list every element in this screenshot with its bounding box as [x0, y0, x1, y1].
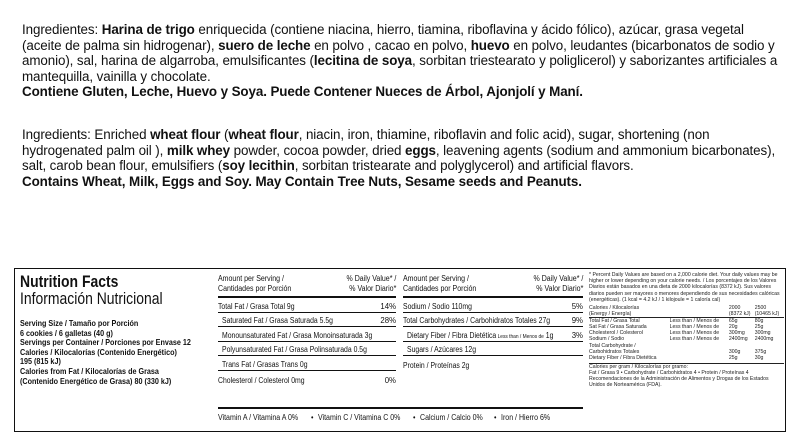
nutrition-subtitle: Información Nutricional	[20, 289, 163, 308]
vitamin-a: Vitamin A / Vitamina A 0%	[218, 413, 299, 422]
nutrient-row	[218, 327, 396, 342]
dv-table-cell: 25g	[728, 354, 738, 361]
ingredient-text: powder, cocoa powder, dried	[230, 142, 406, 158]
dv-table-row	[589, 355, 784, 361]
dv-table-cell: Total Fat / Grasa Total	[589, 318, 670, 325]
ingredient-text: en polvo , cacao en polvo,	[310, 37, 471, 53]
nutrition-title: Nutrition Facts	[20, 272, 119, 291]
dv-table-cell	[670, 355, 729, 361]
calcium: Calcium / Calcio 0%	[420, 413, 483, 422]
dv-table-cell: Sat Fat / Grasa Saturada	[589, 324, 647, 331]
header-dv-es: % Valor Diario*	[535, 283, 583, 293]
dv-table-cell: 2000	[728, 305, 741, 312]
dv-table-cell: Carbohidratos Totales	[589, 348, 640, 355]
calories-label: Calories / Kilocalorías (Contenido Energético)	[20, 346, 177, 357]
bold-ingredient: wheat flour	[150, 127, 221, 142]
bold-ingredient: lecitina de soya	[313, 53, 413, 69]
calories-value: 195 (815 kJ)	[20, 356, 61, 367]
dv-table-cell: 300mg	[728, 330, 745, 337]
dv-table-cell: 65g	[729, 318, 755, 325]
header-amount: Amount per Serving /	[218, 274, 284, 283]
dv-table-cell: Sodium / Sodio	[589, 336, 625, 343]
nutrient-dv: 28%	[380, 316, 396, 326]
nutrient-label: Protein / Proteínas 2g	[403, 360, 470, 370]
dv-table-cell: (Energy / Energía)	[589, 311, 632, 318]
calories-fat-label: Calories from Fat / Kilocalorías de Grasa	[20, 365, 159, 376]
nutrient-row	[218, 356, 396, 371]
dv-table-cell: 2400mg	[728, 336, 748, 343]
nutrient-dv: 9%	[571, 316, 583, 326]
nutrient-dv: 3%	[571, 330, 583, 340]
nutrient-row	[403, 327, 583, 342]
bold-ingredient: eggs	[405, 142, 436, 158]
footnote-text: * Percent Daily Values are based on a 2,000 calorie diet. Your daily values may be higher or lower depending on your calorie needs. / Los porcentajes de los Valores Diarios están basados en una dieta de 2000 kilocalorías (8372 kJ). Sus valores diarios pueden ser mayores o menores dependiendo de sus necesidades calóricas (energéticas). (1 kcal = 4.2 kJ / 1 kilojoule = 1 caloría cal)	[589, 272, 780, 303]
nutrient-row	[403, 298, 583, 313]
dv-table-cell: 80g	[755, 318, 784, 325]
calories-per-gram-values: Fat / Grasa 9 • Carbohydrate / Carbohidratos 4 • Protein / Proteínas 4	[589, 370, 749, 377]
iron: Iron / Hierro 6%	[500, 413, 550, 422]
dv-table-cell: 20g	[728, 324, 738, 331]
header-amount-es: Cantidades por Porción	[403, 283, 477, 293]
nutrition-facts-panel	[14, 268, 786, 432]
dv-table-cell: (8372 kJ)	[728, 311, 751, 318]
ingredient-text: enriquecida (contiene niacina, hierro, tiamina, riboflavina y ácido fólico), azúcar, grasa vegetal (aceite de palma sin hidrogenar),	[22, 22, 744, 53]
fda-source-note: Recomendaciones de la Administración de Alimentos y Drogas de los Estados Unidos de Norteamérica (FDA).	[589, 376, 769, 389]
ingredients-en-text	[22, 127, 775, 173]
nutrient-label: Polyunsaturated Fat / Grasa Polinsaturada 0.5g	[222, 345, 367, 355]
dv-table-cell: 375g	[754, 348, 767, 355]
nutrient-column-fats	[218, 272, 396, 386]
column-header	[403, 272, 583, 298]
dv-table-cell: 300g	[728, 348, 741, 355]
vitamins-row	[218, 407, 583, 422]
dv-table-cell: 25g	[754, 324, 764, 331]
nutrient-label: Sugars / Azúcares 12g	[407, 345, 477, 355]
nutrient-row	[403, 342, 583, 357]
nutrient-row	[218, 313, 396, 328]
nutrient-label: Trans Fat / Grasas Trans 0g	[222, 359, 308, 369]
nutrient-label: Saturated Fat / Grasa Saturada 5.5g	[222, 316, 333, 326]
nutrient-label: Total Fat / Grasa Total 9g	[218, 301, 295, 311]
bold-ingredient: soy lecithin	[222, 158, 295, 174]
nutrient-label: Total Carbohydrates / Carbohidratos Totales 27g	[403, 316, 551, 326]
daily-value-footnote	[589, 272, 784, 389]
serving-amount: 6 cookies / 6 galletas (40 g)	[20, 327, 113, 338]
nutrient-qualifier: Less than / Menos de	[496, 333, 544, 340]
serving-size: Serving Size / Tamaño por Porción	[20, 318, 139, 328]
dv-table-cell: Total Carbohydrate /	[589, 342, 636, 349]
ingredient-text: , sorbitan triestearato y poliglicerol) y saborizantes artificiales a mantequilla, vainilla y chocolate.	[22, 53, 778, 84]
nutrient-dv: 5%	[571, 301, 583, 311]
dv-table-cell: Less than / Menos de	[670, 318, 729, 325]
bold-ingredient: Harina de trigo	[101, 22, 195, 37]
nutrient-row	[403, 356, 583, 371]
ingredient-text: , leavening agents (sodium and ammonium bicarbonates), salt, carob bean flour, emulsifiers (	[22, 142, 776, 174]
bullet-separator: •	[311, 413, 314, 422]
bold-ingredient: wheat flour	[228, 127, 299, 142]
dv-table-cell: Less than / Menos de	[669, 324, 720, 331]
column-header	[218, 272, 396, 298]
dv-table-cell: (10465 kJ)	[754, 311, 780, 318]
dv-table-cell: Calories / Kilocalorías	[589, 305, 640, 312]
dv-table-cell: Less than / Menos de	[669, 336, 720, 343]
header-amount-es: Cantidades por Porción	[218, 283, 292, 293]
ingredient-text: (	[220, 127, 229, 142]
nutrient-row	[218, 371, 396, 386]
ingredient-text: en polvo, leudantes (bicarbonatos de sodio y amonio), sal, harina de algarroba, emulsificantes (	[22, 37, 775, 69]
ingredients-es-text	[22, 22, 777, 84]
dv-table-cell: Less than / Menos de	[669, 330, 720, 337]
bold-ingredient: huevo	[470, 37, 510, 53]
ingredient-text: , sorbitan tristearate and polyglycerol) and artificial flavors.	[294, 158, 634, 174]
nutrient-label: Monounsaturated Fat / Grasa Monoinsaturada 3g	[222, 330, 373, 340]
bullet-separator: •	[413, 413, 416, 422]
dv-table-row	[589, 318, 784, 325]
calories-per-gram: Calories per gram / Kilocalorías por gramo:	[589, 363, 784, 370]
nutrient-label: Cholesterol / Colesterol 0mg	[218, 375, 305, 385]
bold-ingredient: suero de leche	[218, 37, 311, 53]
ingredient-text: Enriched	[94, 127, 151, 142]
dv-table-cell: 2400mg	[754, 336, 774, 343]
nutrient-row	[218, 342, 396, 357]
nutrition-summary	[20, 273, 215, 427]
dv-table-cell: 30g	[754, 354, 764, 361]
nutrient-dv: 0%	[384, 375, 396, 385]
vitamin-c: Vitamin C / Vitamina C 0%	[317, 413, 401, 422]
header-amount: Amount per Serving /	[403, 274, 469, 283]
ingredients-english	[22, 127, 782, 189]
dv-table-cell: 300mg	[754, 330, 771, 337]
bold-ingredient: milk whey	[166, 142, 230, 158]
header-dv: % Daily Value* /	[533, 274, 583, 283]
ingredients-spanish	[22, 22, 782, 100]
header-dv: % Daily Value* /	[346, 274, 396, 283]
nutrient-column-carbs	[403, 272, 583, 371]
allergen-statement-en: Contains Wheat, Milk, Eggs and Soy. May Contain Tree Nuts, Sesame seeds and Peanuts.	[22, 173, 582, 189]
nutrient-dv: 14%	[380, 301, 396, 311]
dv-table-cell	[670, 311, 729, 318]
allergen-statement-es: Contiene Gluten, Leche, Huevo y Soya. Puede Contener Nueces de Árbol, Ajonjolí y Maní.	[22, 84, 583, 100]
ingredients-en-label: Ingredients:	[22, 127, 95, 142]
dv-table-cell: 2500	[754, 305, 767, 312]
nutrient-row	[403, 313, 583, 328]
nutrient-amount: 1g	[543, 330, 554, 340]
daily-value-table	[589, 305, 784, 361]
dv-table-row	[589, 336, 784, 342]
ingredient-text: , niacin, iron, thiamine, riboflavin and folic acid), sugar, shortening (non hydrogenated palm oil ),	[22, 127, 710, 158]
nutrient-row	[218, 298, 396, 313]
calories-fat-value: (Contenido Energético de Grasa) 80 (330 kJ)	[20, 375, 172, 386]
dv-table-cell: Dietary Fiber / Fibra Dietética	[589, 354, 657, 361]
dv-table-cell: Cholesterol / Colesterol	[589, 330, 643, 337]
dv-table-row	[589, 311, 784, 318]
ingredients-es-label: Ingredientes:	[22, 22, 102, 37]
header-dv-es: % Valor Diario*	[348, 283, 396, 293]
nutrient-label: Sodium / Sodio 110mg	[403, 301, 472, 311]
nutrient-label: Dietary Fiber / Fibra Dietética Less than / Menos de 1g	[407, 330, 554, 340]
servings-per-container: Servings per Container / Porciones por Envase 12	[20, 337, 191, 348]
bullet-separator: •	[493, 413, 497, 422]
